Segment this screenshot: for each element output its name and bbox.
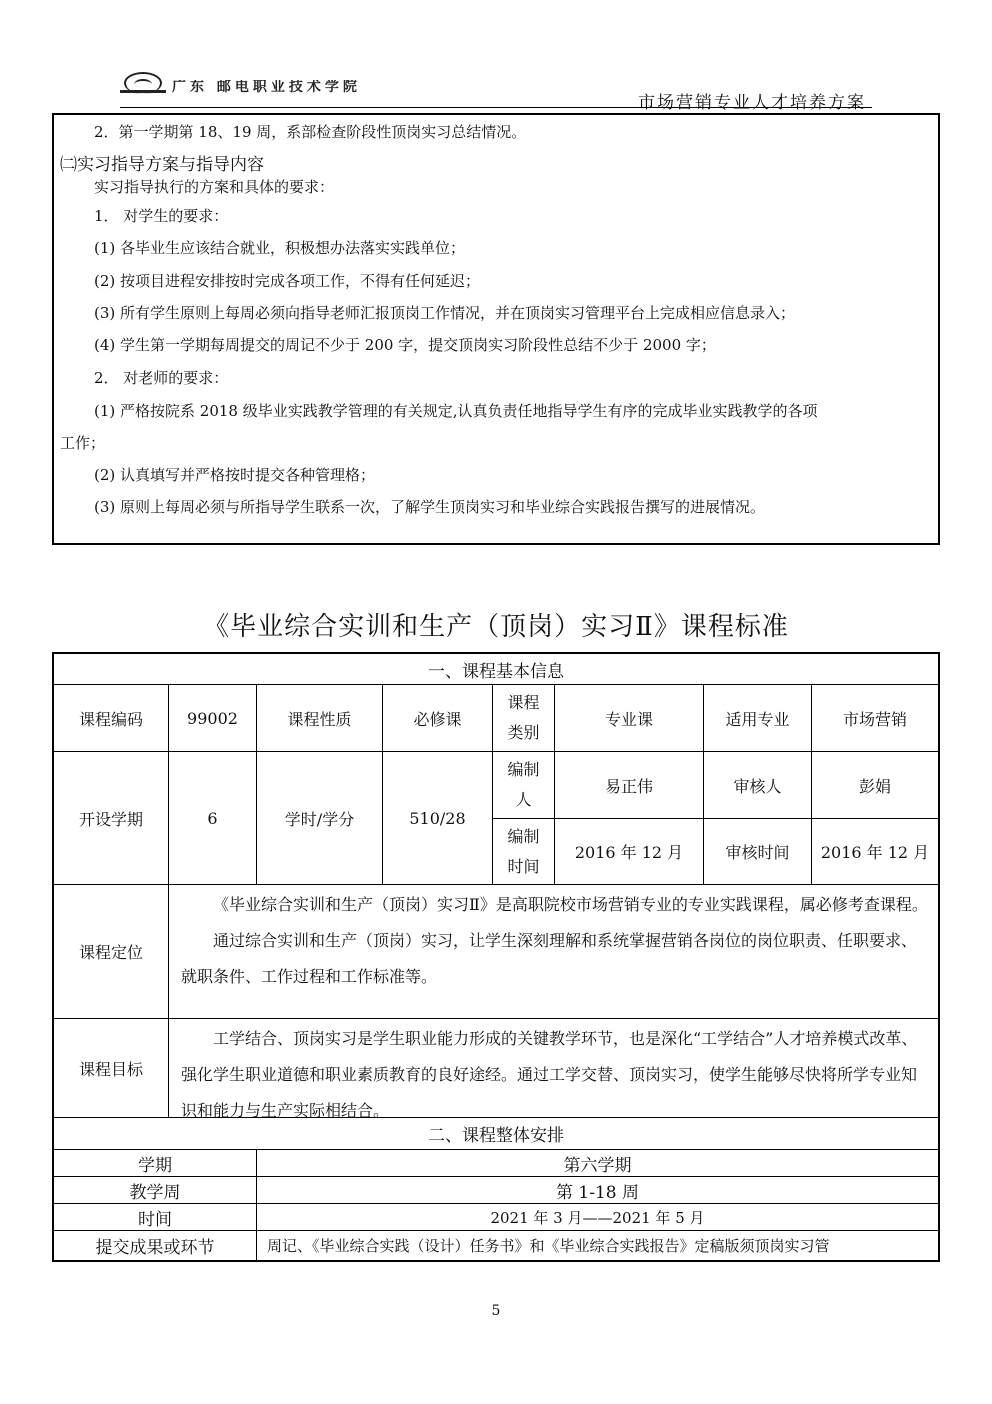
- label-cell: 课程目标: [54, 1019, 169, 1118]
- label-cell: 课程 类别: [493, 685, 555, 752]
- value-cell: 必修课: [383, 685, 493, 752]
- internship-guidance-box: [52, 113, 940, 545]
- course-standard-title: 《毕业综合实训和生产（顶岗）实习Ⅱ》课程标准: [203, 612, 789, 642]
- section-header: 二、课程整体安排: [54, 1118, 938, 1150]
- value-cell: 专业课: [555, 685, 704, 752]
- course-position-text: 《毕业综合实训和生产（顶岗）实习Ⅱ》是高职院校市场营销专业的专业实践课程，属必修考查课程。 通过综合实训和生产（顶岗）实习，让学生深刻理解和系统掌握营销各岗位的岗位职责、任职要求、就职条件、工作过程和工作标准等。: [169, 885, 938, 1019]
- value-cell: 510/28: [383, 752, 493, 885]
- text-line: (2) 按项目进程安排按时完成各项工作，不得有任何延迟；: [94, 272, 481, 290]
- text-line: (3) 原则上每周必须与所指导学生联系一次，了解学生顶岗实习和毕业综合实践报告撰写的进展情况。: [94, 498, 766, 516]
- value-cell: 2021 年 3 月——2021 年 5 月: [257, 1204, 938, 1231]
- label-cell: 审核人: [704, 752, 812, 819]
- text-line: 2．第一学期第 18、19 周，系部检查阶段性顶岗实习总结情况。: [94, 123, 527, 141]
- text-line: (1) 各毕业生应该结合就业，积极想办法落实实践单位；: [94, 239, 466, 257]
- course-goal-text: 工学结合、顶岗实习是学生职业能力形成的关键教学环节，也是深化“工学结合”人才培养模式改革、强化学生职业道德和职业素质教育的良好途经。通过工学交替、顶岗实习，使学生能够尽快将所学专业知识和能力与生产实际相结合。: [169, 1019, 938, 1118]
- value-cell: 6: [169, 752, 257, 885]
- header-rule: [120, 107, 872, 108]
- page-number: 5: [491, 1303, 501, 1319]
- value-cell: 99002: [169, 685, 257, 752]
- value-cell: 2016 年 12 月: [555, 819, 704, 885]
- value-cell: 第六学期: [257, 1150, 938, 1177]
- label-cell: 课程编码: [54, 685, 169, 752]
- label-cell: 学期: [54, 1150, 257, 1177]
- text-line: (2) 认真填写并严格按时提交各种管理格；: [94, 466, 376, 484]
- text-line: 工作；: [60, 434, 106, 452]
- value-cell: 2016 年 12 月: [812, 819, 938, 885]
- label-cell: 编制 时间: [493, 819, 555, 885]
- school-logo: [124, 72, 361, 96]
- value-cell: 周记、《毕业综合实践（设计）任务书》和《毕业综合实践报告》定稿版须顶岗实习管: [267, 1237, 830, 1255]
- label-cell: 课程性质: [257, 685, 383, 752]
- page-header: [120, 62, 872, 113]
- label-cell: 编制 人: [493, 752, 555, 819]
- label-cell: 教学周: [54, 1177, 257, 1204]
- section-heading: ㈡实习指导方案与指导内容: [60, 155, 264, 175]
- label-cell: 提交成果或环节: [54, 1231, 257, 1260]
- text-line: (3) 所有学生原则上每周必须向指导老师汇报顶岗工作情况，并在顶岗实习管理平台上完成相应信息录入；: [94, 304, 796, 322]
- text-line: (4) 学生第一学期每周提交的周记不少于 200 字，提交顶岗实习阶段性总结不少于 2000 字；: [94, 336, 716, 354]
- label-cell: 开设学期: [54, 752, 169, 885]
- section-header: 一、课程基本信息: [54, 654, 938, 685]
- text-line: 1． 对学生的要求：: [94, 207, 229, 225]
- value-cell: 易正伟: [555, 752, 704, 819]
- label-cell: 适用专业: [704, 685, 812, 752]
- document-series-title: 市场营销专业人才培养方案: [638, 93, 866, 113]
- label-cell: 学时/学分: [257, 752, 383, 885]
- label-cell: 时间: [54, 1204, 257, 1231]
- course-standard-table: [52, 652, 940, 1262]
- text-line: 2． 对老师的要求：: [94, 369, 229, 387]
- value-cell: 第 1-18 周: [257, 1177, 938, 1204]
- value-cell: 彭娟: [812, 752, 938, 819]
- label-cell: 课程定位: [54, 885, 169, 1019]
- text-line: (1) 严格按院系 2018 级毕业实践教学管理的有关规定,认真负责任地指导学生有序的完成毕业实践教学的各项: [94, 402, 818, 420]
- value-cell: 市场营销: [812, 685, 938, 752]
- logo-text: 广东 邮电职业技术学院: [172, 80, 361, 94]
- text-line: 实习指导执行的方案和具体的要求：: [94, 178, 335, 196]
- label-cell: 审核时间: [704, 819, 812, 885]
